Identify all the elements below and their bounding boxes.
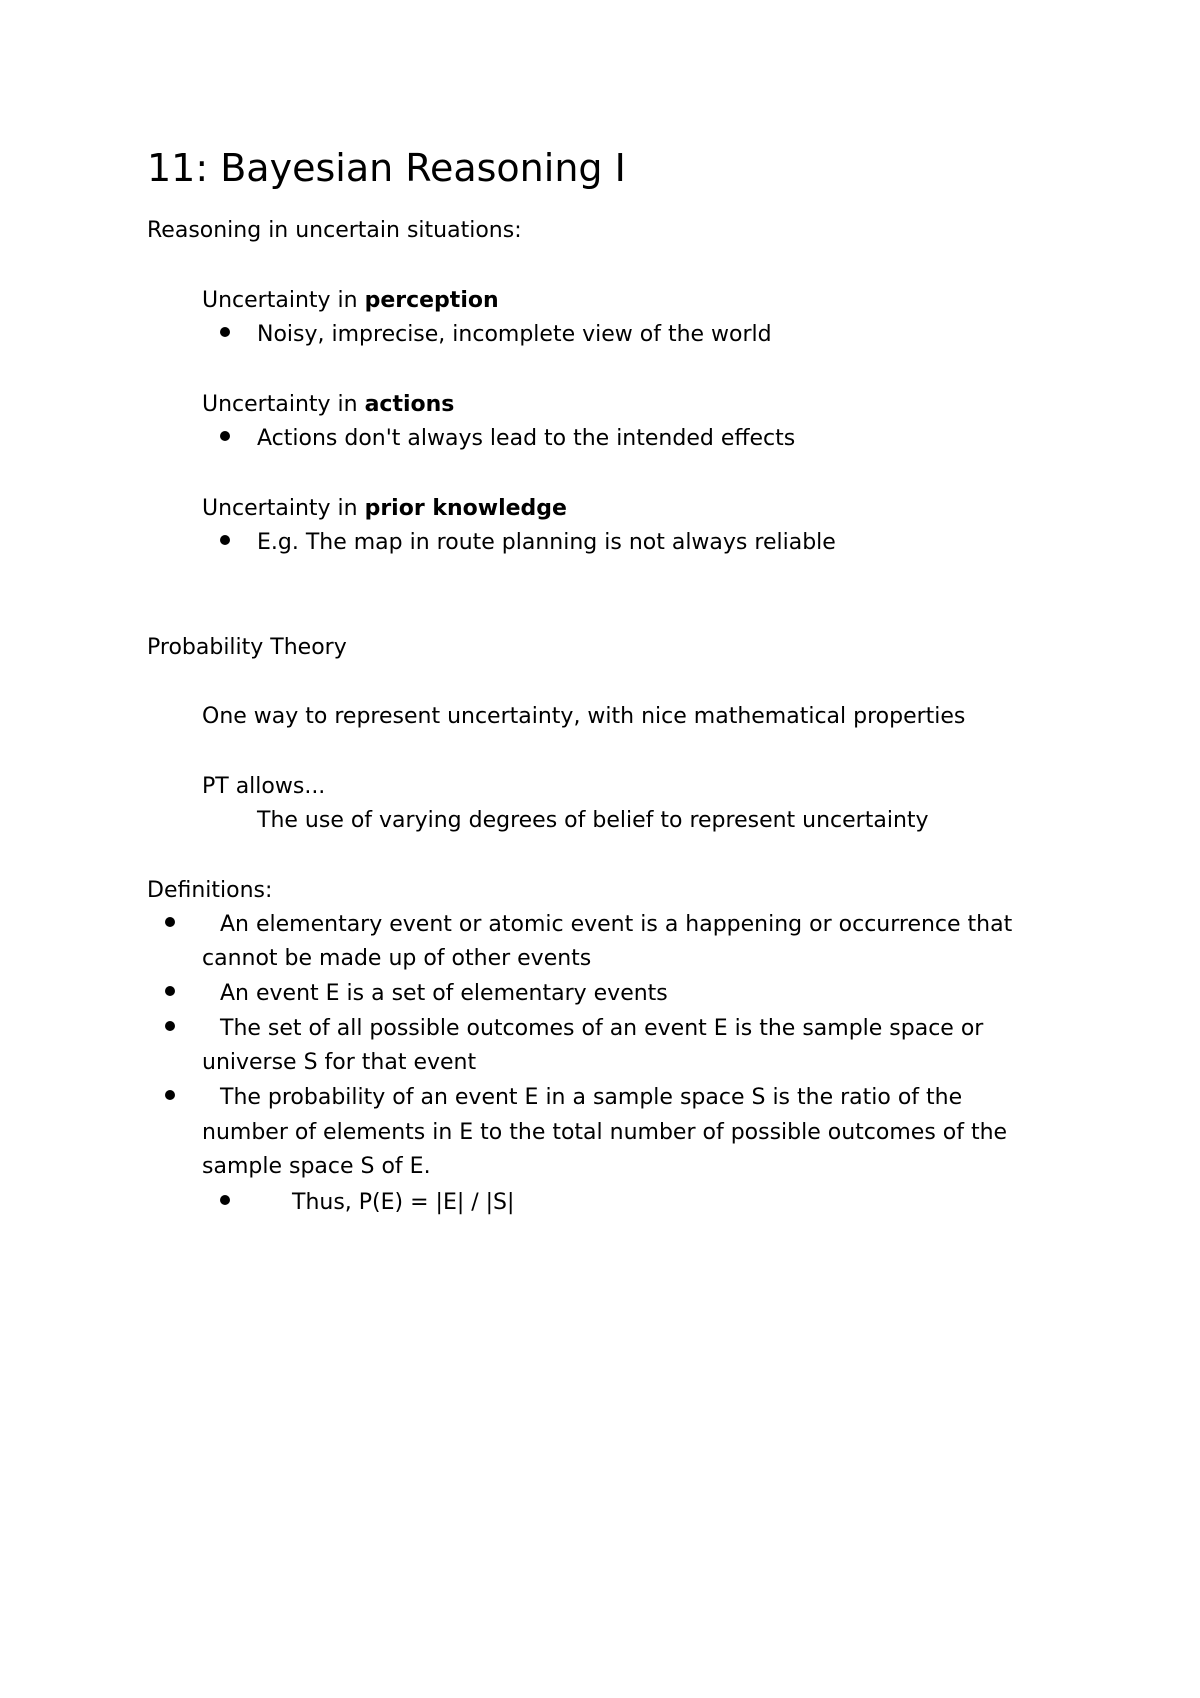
definition-1-line-1: An elementary event or atomic event is a happening or occurrence that	[220, 912, 1013, 937]
uncertainty-prior-knowledge-heading	[202, 494, 567, 524]
definition-4-line-2: number of elements in E to the total number of possible outcomes of the	[202, 1120, 1008, 1145]
bullet-icon	[220, 327, 230, 337]
heading-prefix: Uncertainty in	[202, 392, 365, 417]
heading-emphasis: prior knowledge	[364, 496, 567, 521]
bullet-icon	[165, 986, 175, 996]
uncertainty-prior-knowledge-bullet: E.g. The map in route planning is not always reliable	[257, 530, 836, 555]
uncertainty-actions-bullet: Actions don't always lead to the intended effects	[257, 426, 796, 451]
definition-3-line-2: universe S for that event	[202, 1050, 477, 1075]
bullet-icon	[165, 1021, 175, 1031]
bullet-icon	[165, 1090, 175, 1100]
uncertainty-perception-bullet: Noisy, imprecise, incomplete view of the world	[257, 322, 772, 347]
bullet-icon	[165, 917, 175, 927]
probability-line-1: One way to represent uncertainty, with nice mathematical properties	[202, 704, 966, 729]
heading-prefix: Uncertainty in	[202, 496, 365, 521]
heading-prefix: Uncertainty in	[202, 288, 365, 313]
uncertainty-actions-heading	[202, 390, 454, 420]
definition-2-line-1: An event E is a set of elementary events	[220, 981, 668, 1006]
definitions-heading: Definitions:	[147, 878, 273, 903]
heading-emphasis: perception	[364, 288, 499, 313]
probability-line-2: PT allows...	[202, 774, 326, 799]
definition-4-line-1: The probability of an event E in a sample space S is the ratio of the	[220, 1085, 963, 1110]
bullet-icon	[220, 1195, 230, 1205]
definition-formula: Thus, P(E) = |E| / |S|	[292, 1190, 515, 1215]
bullet-icon	[220, 431, 230, 441]
intro-text: Reasoning in uncertain situations:	[147, 218, 522, 243]
definition-4-line-3: sample space S of E.	[202, 1154, 431, 1179]
uncertainty-perception-heading	[202, 286, 499, 316]
definition-3-line-1: The set of all possible outcomes of an event E is the sample space or	[220, 1016, 984, 1041]
definition-1-line-2: cannot be made up of other events	[202, 946, 592, 971]
probability-theory-heading: Probability Theory	[147, 635, 347, 660]
page-title: 11: Bayesian Reasoning I	[147, 146, 626, 190]
bullet-icon	[220, 535, 230, 545]
heading-emphasis: actions	[364, 392, 455, 417]
probability-line-3: The use of varying degrees of belief to represent uncertainty	[257, 808, 929, 833]
